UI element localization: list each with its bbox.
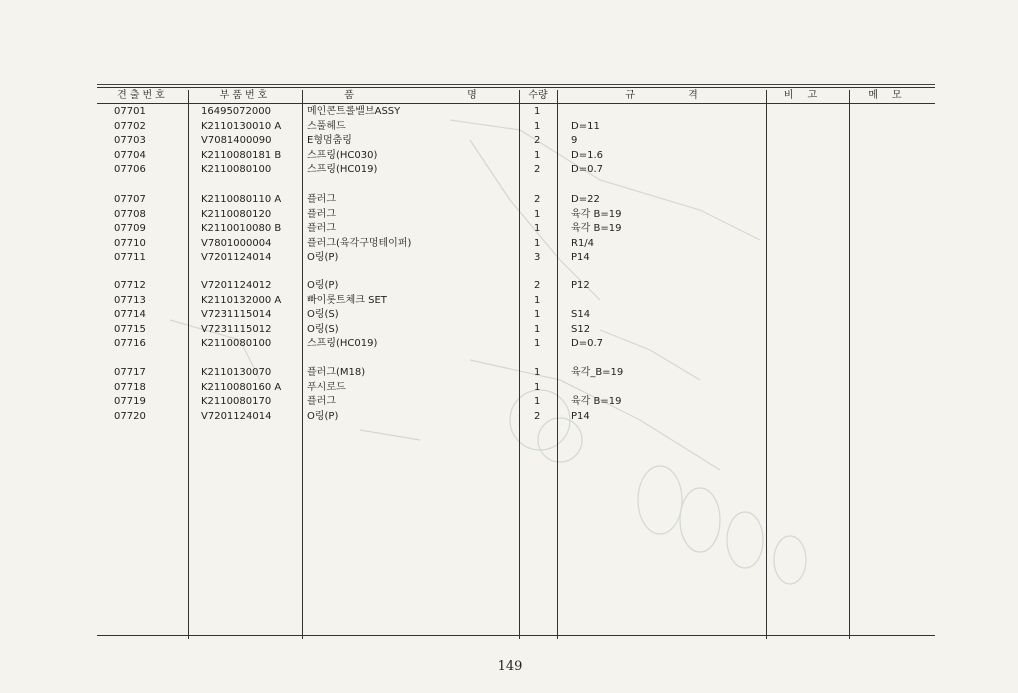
code-cell: 07715 (114, 324, 146, 335)
name-cell: 빠이롯트체크 SET (307, 295, 387, 306)
name-cell: 푸시로드 (307, 382, 346, 393)
spec-cell: D=22 (571, 194, 600, 205)
spec-cell: 9 (571, 135, 578, 146)
part-no-cell: V7201124012 (201, 280, 272, 291)
name-cell: O링(S) (307, 309, 339, 320)
name-cell: 플러그 (307, 396, 336, 407)
col-divider-6 (849, 90, 850, 639)
page-number: 149 (497, 659, 523, 674)
code-cell: 07712 (114, 280, 146, 291)
header-code: 견출번호 (117, 90, 168, 101)
part-no-cell: V7231115014 (201, 309, 272, 320)
col-divider-3 (519, 90, 520, 639)
qty-cell: 1 (534, 367, 541, 378)
part-no-cell: K2110080100 (201, 338, 272, 349)
spec-cell: D=1.6 (571, 150, 603, 161)
part-no-cell: K2110132000 A (201, 295, 282, 306)
code-cell: 07718 (114, 382, 146, 393)
header-name: 품 명 (344, 90, 477, 101)
code-cell: 07701 (114, 106, 146, 117)
part-no-cell: V7201124014 (201, 252, 272, 263)
name-cell: O링(P) (307, 411, 339, 422)
qty-cell: 1 (534, 295, 541, 306)
name-cell: 스프링(HC019) (307, 164, 378, 175)
code-cell: 07716 (114, 338, 146, 349)
header-qty: 수량 (528, 90, 548, 101)
table-bottom-line (97, 635, 935, 636)
name-cell: 플러그 (307, 223, 336, 234)
qty-cell: 2 (534, 194, 541, 205)
code-cell: 07719 (114, 396, 146, 407)
part-no-cell: K2110080110 A (201, 194, 282, 205)
col-divider-2 (302, 90, 303, 639)
part-no-cell: V7081400090 (201, 135, 272, 146)
qty-cell: 2 (534, 135, 541, 146)
header-memo: 메모 (868, 90, 916, 101)
header-top-line (97, 87, 935, 88)
qty-cell: 1 (534, 382, 541, 393)
part-no-cell: V7201124014 (201, 411, 272, 422)
table-top-rule (97, 84, 935, 85)
qty-cell: 1 (534, 209, 541, 220)
code-cell: 07709 (114, 223, 146, 234)
name-cell: 플러그(육각구멍테이퍼) (307, 238, 412, 249)
code-cell: 07711 (114, 252, 146, 263)
code-cell: 07707 (114, 194, 146, 205)
spec-cell: R1/4 (571, 238, 595, 249)
code-cell: 07702 (114, 121, 146, 132)
spec-cell: S12 (571, 324, 591, 335)
header-part-no: 부품번호 (219, 90, 271, 101)
code-cell: 07717 (114, 367, 146, 378)
col-divider-1 (188, 90, 189, 639)
qty-cell: 1 (534, 121, 541, 132)
spec-cell: 육각 B=19 (571, 209, 622, 220)
part-no-cell: K2110080100 (201, 164, 272, 175)
header-bottom-line (97, 103, 935, 104)
part-no-cell: V7231115012 (201, 324, 272, 335)
qty-cell: 1 (534, 324, 541, 335)
name-cell: 스프링(HC030) (307, 150, 378, 161)
part-no-cell: K2110080120 (201, 209, 272, 220)
name-cell: 플러그 (307, 209, 336, 220)
part-no-cell: K2110010080 B (201, 223, 282, 234)
qty-cell: 1 (534, 338, 541, 349)
name-cell: 플러그(M18) (307, 367, 366, 378)
qty-cell: 2 (534, 280, 541, 291)
qty-cell: 1 (534, 309, 541, 320)
part-no-cell: K2110080160 A (201, 382, 282, 393)
qty-cell: 1 (534, 106, 541, 117)
name-cell: O링(P) (307, 252, 339, 263)
code-cell: 07720 (114, 411, 146, 422)
name-cell: 플러그 (307, 194, 336, 205)
name-cell: 메인콘트롤밸브ASSY (307, 106, 401, 117)
spec-cell: 육각 B=19 (571, 223, 622, 234)
code-cell: 07703 (114, 135, 146, 146)
header-spec: 규 격 (625, 90, 698, 101)
col-divider-5 (766, 90, 767, 639)
qty-cell: 1 (534, 150, 541, 161)
qty-cell: 1 (534, 238, 541, 249)
spec-cell: P14 (571, 411, 590, 422)
code-cell: 07704 (114, 150, 146, 161)
qty-cell: 2 (534, 411, 541, 422)
part-no-cell: K2110130010 A (201, 121, 282, 132)
spec-cell: D=0.7 (571, 164, 603, 175)
name-cell: 스프링(HC019) (307, 338, 378, 349)
part-no-cell: K2110080170 (201, 396, 272, 407)
code-cell: 07713 (114, 295, 146, 306)
name-cell: 스풀헤드 (307, 121, 346, 132)
spec-cell: S14 (571, 309, 591, 320)
qty-cell: 1 (534, 223, 541, 234)
spec-cell: P12 (571, 280, 590, 291)
qty-cell: 1 (534, 396, 541, 407)
code-cell: 07708 (114, 209, 146, 220)
part-no-cell: V7801000004 (201, 238, 272, 249)
name-cell: E형멈춤링 (307, 135, 352, 146)
header-remark: 비고 (783, 90, 832, 101)
spec-cell: D=11 (571, 121, 600, 132)
qty-cell: 2 (534, 164, 541, 175)
spec-cell: P14 (571, 252, 590, 263)
name-cell: O링(P) (307, 280, 339, 291)
spec-cell: 육각_B=19 (571, 367, 624, 378)
code-cell: 07710 (114, 238, 146, 249)
qty-cell: 3 (534, 252, 541, 263)
spec-cell: 육각 B=19 (571, 396, 622, 407)
code-cell: 07706 (114, 164, 146, 175)
part-no-cell: 16495072000 (201, 106, 271, 117)
part-no-cell: K2110080181 B (201, 150, 282, 161)
spec-cell: D=0.7 (571, 338, 603, 349)
name-cell: O링(S) (307, 324, 339, 335)
code-cell: 07714 (114, 309, 146, 320)
col-divider-4 (557, 90, 558, 639)
part-no-cell: K2110130070 (201, 367, 272, 378)
